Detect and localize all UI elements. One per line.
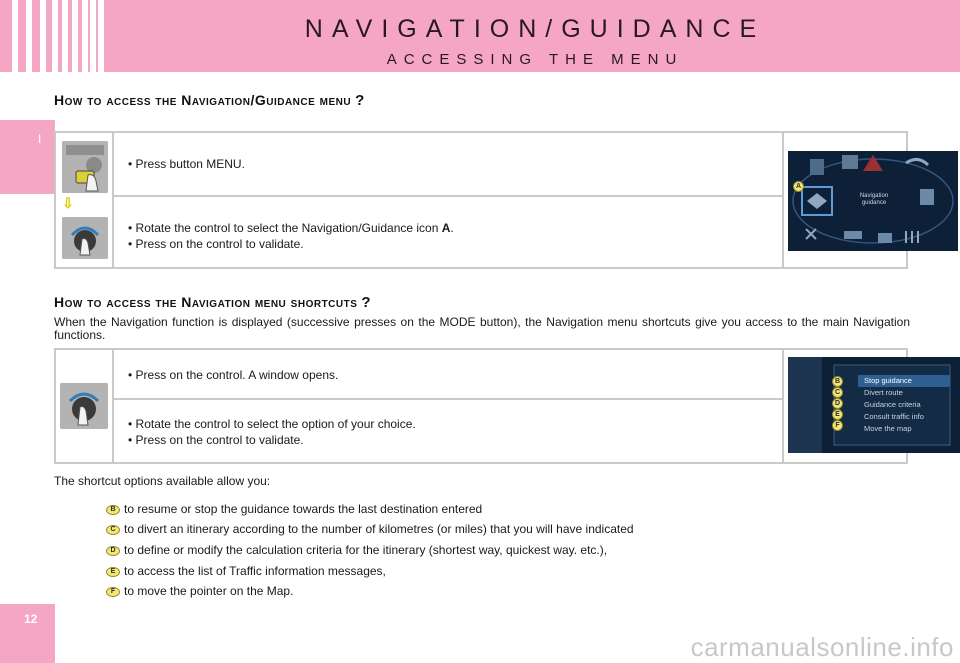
icon-label-a: A <box>441 221 451 235</box>
bullet: • <box>128 368 133 382</box>
menu-item-traffic-info: Consult traffic info <box>864 412 924 421</box>
option-label-f: F <box>106 587 120 597</box>
section2-heading <box>54 294 371 311</box>
option-text: to move the pointer on the Map. <box>124 584 294 598</box>
chapter-number: I <box>38 132 42 146</box>
step-text: Press on the control. A window opens. <box>135 368 339 382</box>
step-text: Rotate the control to select the option of your choice. <box>135 417 416 431</box>
page-number-tab <box>0 604 55 663</box>
section1-heading-text: How to access the Navigation/Guidance menu <box>54 92 352 108</box>
navigation-access-table <box>54 131 908 269</box>
option-e <box>106 564 386 580</box>
page-subtitle: ACCESSING THE MENU <box>386 51 684 68</box>
page-title: NAVIGATION/GUIDANCE <box>304 15 766 43</box>
menu-item-divert-route: Divert route <box>864 388 903 397</box>
step-text: Rotate the control to select the Navigation/Guidance icon <box>135 221 442 235</box>
header-stripes <box>0 0 110 72</box>
bullet: • <box>128 221 133 235</box>
control-icon-cell <box>56 350 114 462</box>
rotary-control-icon <box>62 217 108 259</box>
shortcuts-screen-cell <box>784 350 924 462</box>
option-label-d: D <box>106 546 120 556</box>
step-text-end: . <box>450 221 454 235</box>
callout-c: C <box>832 387 843 398</box>
step-text: Press button MENU. <box>135 157 245 171</box>
step-text: Press on the control to validate. <box>135 237 304 251</box>
step-rotate-select <box>114 197 784 267</box>
menu-item-stop-guidance: Stop guidance <box>864 376 912 385</box>
step-press-control-text <box>128 368 338 382</box>
control-icon-cell <box>56 133 114 267</box>
option-label-e: E <box>106 567 120 577</box>
section1-question-mark: ? <box>355 92 365 109</box>
step-press-control <box>114 350 784 398</box>
option-text: to define or modify the calculation criteria for the itinerary (shortest way, quickest way. etc.), <box>124 543 608 557</box>
bullet: • <box>128 417 133 431</box>
bullet: • <box>128 237 133 251</box>
step-text: Press on the control to validate. <box>135 433 304 447</box>
page-number: 12 <box>24 612 38 626</box>
step-press-menu-text <box>128 157 245 171</box>
option-d <box>106 543 607 559</box>
option-label-b: B <box>106 505 120 515</box>
shortcuts-access-table <box>54 348 924 464</box>
shortcuts-intro: The shortcut options available allow you: <box>54 474 271 488</box>
page-header <box>0 0 960 72</box>
option-c <box>106 522 634 538</box>
menu-item-guidance-criteria: Guidance criteria <box>864 400 921 409</box>
shortcuts-menu-screenshot <box>788 357 960 453</box>
option-b <box>106 502 482 518</box>
step-rotate-text <box>128 221 454 235</box>
callout-a: A <box>793 181 804 192</box>
menu-item-move-map: Move the map <box>864 424 912 433</box>
screen-caption: Navigation guidance <box>859 193 889 206</box>
down-arrow-icon: ⇩ <box>62 195 74 211</box>
watermark: carmanualsonline.info <box>690 632 954 662</box>
step-validate-text <box>128 237 304 251</box>
section2-question-mark: ? <box>361 294 372 311</box>
section2-intro: When the Navigation function is displayed (successive presses on the MODE button), the Navigation menu shortcuts give you access to the main Navigation functions. <box>54 315 910 342</box>
option-label-c: C <box>106 525 120 535</box>
callout-f: F <box>832 420 843 431</box>
section1-heading <box>54 92 365 109</box>
bullet: • <box>128 433 133 447</box>
step-validate-text <box>128 433 304 447</box>
section2-heading-text: How to access the Navigation menu shortcuts <box>54 294 358 310</box>
step-press-menu <box>114 133 784 195</box>
option-f <box>106 584 293 600</box>
step-rotate-option-text <box>128 417 416 431</box>
option-text: to access the list of Traffic information messages, <box>124 564 386 578</box>
chapter-tab <box>0 120 55 194</box>
callout-e: E <box>832 409 843 420</box>
left-margin <box>0 72 55 663</box>
option-text: to divert an itinerary according to the number of kilometres (or miles) that you will have indicated <box>124 522 634 536</box>
navigation-menu-screenshot <box>788 151 958 251</box>
navigation-screen-cell <box>784 133 906 267</box>
callout-d: D <box>832 398 843 409</box>
option-text: to resume or stop the guidance towards the last destination entered <box>124 502 483 516</box>
step-rotate-option <box>114 400 784 462</box>
menu-button-icon <box>62 141 108 193</box>
rotary-control-icon <box>60 383 108 429</box>
callout-b: B <box>832 376 843 387</box>
bullet: • <box>128 157 133 171</box>
